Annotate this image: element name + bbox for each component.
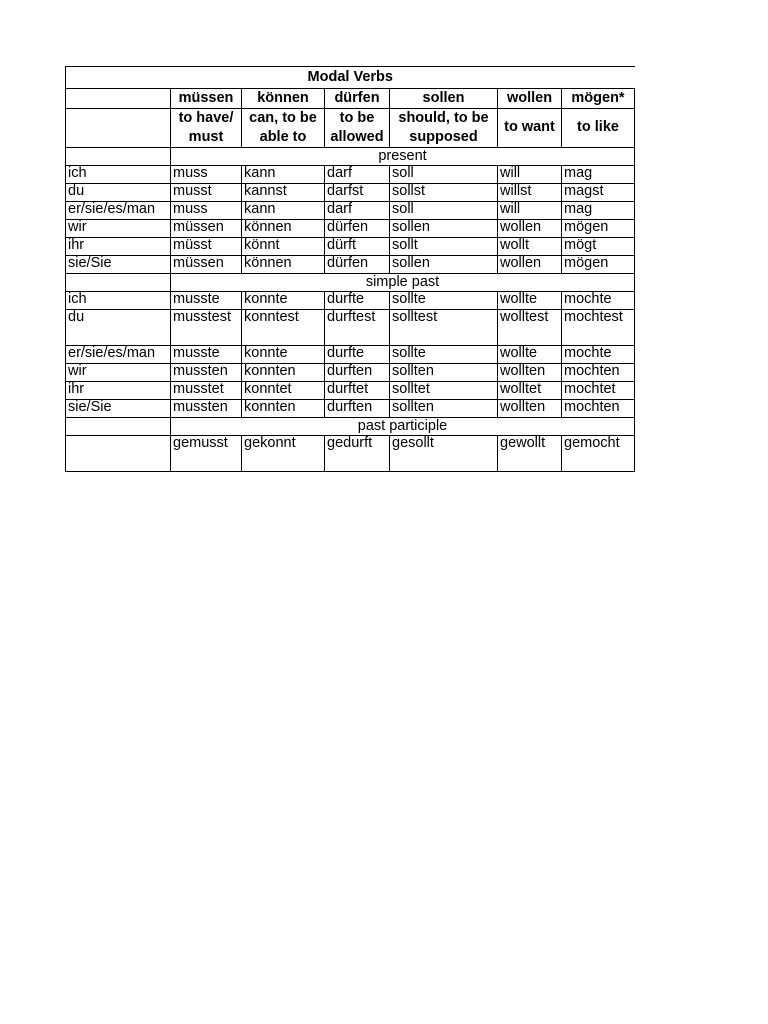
verb-form-cell: mussten <box>171 399 242 417</box>
verb-form-cell: solltet <box>390 381 498 399</box>
section-label: present <box>171 147 635 165</box>
verb-header: können <box>242 89 325 109</box>
verb-form-cell: dürfen <box>325 219 390 237</box>
verb-form-cell: wollten <box>498 363 562 381</box>
verb-form-cell: sollten <box>390 363 498 381</box>
verb-form-cell: mögen <box>562 219 635 237</box>
verb-form-cell: willst <box>498 183 562 201</box>
verb-form-cell: wollten <box>498 399 562 417</box>
meaning-corner <box>66 109 171 148</box>
conjugation-row <box>66 183 635 201</box>
verb-header: mögen* <box>562 89 635 109</box>
conjugation-row <box>66 165 635 183</box>
verb-form-cell: kannst <box>242 183 325 201</box>
verb-form-cell: durfte <box>325 345 390 363</box>
pronoun-cell <box>66 435 171 471</box>
section-corner <box>66 417 171 435</box>
verb-form-cell: magst <box>562 183 635 201</box>
verb-form-cell: konnte <box>242 291 325 309</box>
pronoun-cell: ich <box>66 165 171 183</box>
verb-form-cell: darfst <box>325 183 390 201</box>
verb-form-cell: solltest <box>390 309 498 345</box>
verb-form-cell: können <box>242 255 325 273</box>
conjugation-row <box>66 255 635 273</box>
header-corner <box>66 89 171 109</box>
verb-form-cell: konnte <box>242 345 325 363</box>
verb-form-cell: konnten <box>242 399 325 417</box>
pronoun-cell: er/sie/es/man <box>66 345 171 363</box>
verb-form-cell: musste <box>171 291 242 309</box>
verb-form-cell: durftet <box>325 381 390 399</box>
verb-header: müssen <box>171 89 242 109</box>
pronoun-cell: du <box>66 183 171 201</box>
verb-form-cell: mag <box>562 165 635 183</box>
verb-form-cell: konntet <box>242 381 325 399</box>
verb-form-cell: mögen <box>562 255 635 273</box>
verb-form-cell: sollen <box>390 219 498 237</box>
verb-meaning: to like <box>562 109 635 148</box>
verb-form-cell: mochte <box>562 291 635 309</box>
conjugation-row <box>66 219 635 237</box>
verb-form-cell: können <box>242 219 325 237</box>
verb-form-cell: will <box>498 165 562 183</box>
verb-meaning: can, to be able to <box>242 109 325 148</box>
verb-meaning: to be allowed <box>325 109 390 148</box>
verb-form-cell: mochten <box>562 363 635 381</box>
verb-form-cell: gemocht <box>562 435 635 471</box>
conjugation-row <box>66 201 635 219</box>
verb-form-cell: wollt <box>498 237 562 255</box>
verb-form-cell: durften <box>325 363 390 381</box>
section-label: simple past <box>171 273 635 291</box>
verb-form-cell: darf <box>325 201 390 219</box>
pronoun-cell: wir <box>66 219 171 237</box>
verb-form-cell: soll <box>390 165 498 183</box>
conjugation-row <box>66 291 635 309</box>
verb-form-cell: sollte <box>390 345 498 363</box>
verb-form-cell: mochte <box>562 345 635 363</box>
verb-form-cell: gekonnt <box>242 435 325 471</box>
section-header-row <box>66 273 635 291</box>
conjugation-row <box>66 435 635 471</box>
verb-form-cell: musste <box>171 345 242 363</box>
verb-form-cell: will <box>498 201 562 219</box>
pronoun-cell: wir <box>66 363 171 381</box>
modal-verbs-table <box>65 66 635 472</box>
pronoun-cell: ihr <box>66 381 171 399</box>
verb-form-cell: konnten <box>242 363 325 381</box>
verb-form-cell: mochtet <box>562 381 635 399</box>
title-row <box>66 67 635 89</box>
verb-form-cell: gewollt <box>498 435 562 471</box>
pronoun-cell: sie/Sie <box>66 399 171 417</box>
pronoun-cell: er/sie/es/man <box>66 201 171 219</box>
verb-form-cell: müssen <box>171 219 242 237</box>
section-corner <box>66 273 171 291</box>
conjugation-row <box>66 309 635 345</box>
verb-meaning: should, to be supposed <box>390 109 498 148</box>
verb-form-cell: muss <box>171 165 242 183</box>
conjugation-row <box>66 363 635 381</box>
verb-form-cell: soll <box>390 201 498 219</box>
verb-form-cell: durftest <box>325 309 390 345</box>
verb-form-cell: dürft <box>325 237 390 255</box>
section-label: past participle <box>171 417 635 435</box>
verb-form-cell: dürfen <box>325 255 390 273</box>
verb-form-cell: sollen <box>390 255 498 273</box>
verb-form-cell: musstet <box>171 381 242 399</box>
section-header-row <box>66 417 635 435</box>
verb-form-cell: musstest <box>171 309 242 345</box>
pronoun-cell: ich <box>66 291 171 309</box>
verb-form-cell: wolltest <box>498 309 562 345</box>
verb-form-cell: gedurft <box>325 435 390 471</box>
verb-header: dürfen <box>325 89 390 109</box>
conjugation-row <box>66 399 635 417</box>
verb-form-cell: sollst <box>390 183 498 201</box>
verb-form-cell: muss <box>171 201 242 219</box>
conjugation-row <box>66 345 635 363</box>
pronoun-cell: du <box>66 309 171 345</box>
verb-header: wollen <box>498 89 562 109</box>
verb-form-cell: kann <box>242 201 325 219</box>
meaning-row <box>66 109 635 148</box>
table-title: Modal Verbs <box>66 67 635 89</box>
verb-form-cell: müsst <box>171 237 242 255</box>
verb-form-cell: konntest <box>242 309 325 345</box>
verb-header: sollen <box>390 89 498 109</box>
verb-form-cell: sollten <box>390 399 498 417</box>
verb-form-cell: sollte <box>390 291 498 309</box>
verb-form-cell: gemusst <box>171 435 242 471</box>
verb-form-cell: mögt <box>562 237 635 255</box>
verb-meaning: to want <box>498 109 562 148</box>
pronoun-cell: ihr <box>66 237 171 255</box>
verb-form-cell: wolltet <box>498 381 562 399</box>
verb-form-cell: kann <box>242 165 325 183</box>
verb-form-cell: wollte <box>498 345 562 363</box>
verb-form-cell: darf <box>325 165 390 183</box>
conjugation-row <box>66 381 635 399</box>
verb-meaning: to have/ must <box>171 109 242 148</box>
verb-form-cell: mochten <box>562 399 635 417</box>
verb-form-cell: könnt <box>242 237 325 255</box>
verb-form-cell: gesollt <box>390 435 498 471</box>
verb-form-cell: mag <box>562 201 635 219</box>
verb-form-cell: durften <box>325 399 390 417</box>
verb-form-cell: sollt <box>390 237 498 255</box>
verb-form-cell: wollen <box>498 219 562 237</box>
section-header-row <box>66 147 635 165</box>
verb-form-cell: wollen <box>498 255 562 273</box>
conjugation-row <box>66 237 635 255</box>
section-corner <box>66 147 171 165</box>
verb-form-cell: mussten <box>171 363 242 381</box>
verb-form-cell: mochtest <box>562 309 635 345</box>
verb-form-cell: durfte <box>325 291 390 309</box>
verb-form-cell: wollte <box>498 291 562 309</box>
verb-header-row <box>66 89 635 109</box>
pronoun-cell: sie/Sie <box>66 255 171 273</box>
verb-form-cell: musst <box>171 183 242 201</box>
verb-form-cell: müssen <box>171 255 242 273</box>
